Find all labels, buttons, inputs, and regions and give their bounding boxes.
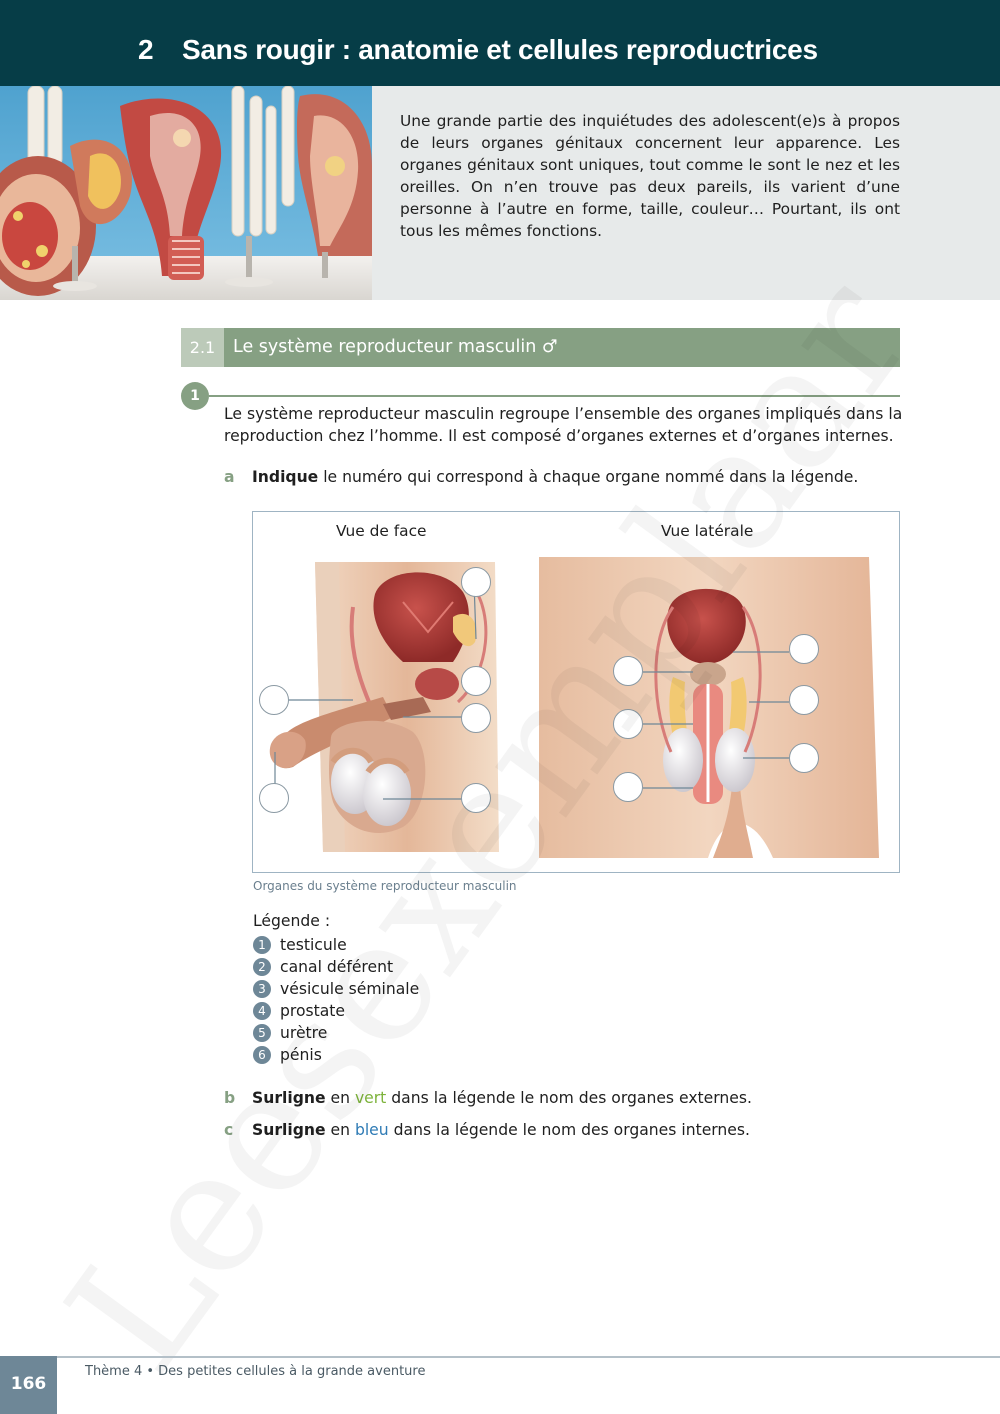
- section-header: [181, 328, 900, 367]
- answer-circle-front-5[interactable]: [259, 685, 289, 715]
- question-verb: Surligne: [252, 1121, 326, 1139]
- legend-number-badge: 5: [253, 1024, 271, 1042]
- footer-theme-title: Thème 4 • Des petites cellules à la grande aventure: [85, 1364, 426, 1379]
- answer-circle-side-5[interactable]: [789, 685, 819, 715]
- highlight-color-blue: bleu: [354, 1121, 389, 1139]
- question-letter: b: [224, 1089, 236, 1107]
- answer-circle-side-6[interactable]: [789, 743, 819, 773]
- legend-item-label: pénis: [280, 1046, 322, 1064]
- question-c: [224, 1119, 750, 1141]
- anatomy-figure: [252, 511, 900, 873]
- footer-divider: [57, 1356, 1000, 1358]
- answer-circle-side-3[interactable]: [613, 772, 643, 802]
- question-text: dans la légende le nom des organes internes.: [388, 1121, 750, 1139]
- legend-item-vesicule-seminale[interactable]: [253, 978, 419, 1000]
- answer-circle-side-4[interactable]: [789, 634, 819, 664]
- section-number: 2.1: [181, 328, 224, 367]
- question-a: [224, 466, 858, 488]
- answer-circle-front-1[interactable]: [461, 567, 491, 597]
- legend-number-badge: 1: [253, 936, 271, 954]
- answer-circle-front-4[interactable]: [461, 783, 491, 813]
- legend-number-badge: 4: [253, 1002, 271, 1020]
- legend-number-badge: 2: [253, 958, 271, 976]
- highlight-color-green: vert: [354, 1089, 387, 1107]
- front-view-label: Vue de face: [336, 522, 427, 540]
- legend-item-label: prostate: [280, 1002, 346, 1020]
- exercise-intro: Le système reproducteur masculin regroupe l’ensemble des organes impliqués dans la reproduction chez l’homme. Il est composé d’organes externes et d’organes internes.: [224, 405, 903, 445]
- answer-circle-front-2[interactable]: [461, 666, 491, 696]
- chapter-number: 2: [138, 34, 154, 65]
- page-number: 166: [0, 1356, 57, 1414]
- question-b: [224, 1087, 752, 1109]
- question-letter: a: [224, 468, 235, 486]
- answer-circle-front-6[interactable]: [259, 783, 289, 813]
- question-verb: Surligne: [252, 1089, 326, 1107]
- legend-title: Légende :: [253, 912, 331, 930]
- legend-item-canal-deferent[interactable]: [253, 956, 393, 978]
- legend-item-label: vésicule séminale: [280, 980, 420, 998]
- question-text: le numéro qui correspond à chaque organe nommé dans la légende.: [318, 468, 859, 486]
- question-verb: Indique: [252, 468, 319, 486]
- figure-caption: Organes du système reproducteur masculin: [253, 879, 517, 893]
- answer-circle-front-3[interactable]: [461, 703, 491, 733]
- legend-item-testicule[interactable]: [253, 934, 347, 956]
- section-title: Le système reproducteur masculin ♂: [233, 337, 558, 357]
- intro-paragraph: Une grande partie des inquiétudes des adolescent(e)s à propos de leurs organes génitaux concernent leur apparence. Les organes génitaux sont uniques, tout comme le sont le nez et les oreilles. On n’en trouve pas deux pareils, ils varient d’une personne à l’autre en forme, taille, couleur… Pourtant, ils ont tous les mêmes fonctions.: [400, 112, 900, 240]
- question-text: dans la légende le nom des organes externes.: [386, 1089, 752, 1107]
- legend-item-label: urètre: [280, 1024, 328, 1042]
- legend-number-badge: 6: [253, 1046, 271, 1064]
- side-view-label: Vue latérale: [661, 522, 754, 540]
- question-letter: c: [224, 1121, 234, 1139]
- legend-item-label: testicule: [280, 936, 347, 954]
- legend-item-label: canal déférent: [280, 958, 394, 976]
- legend-item-prostate[interactable]: [253, 1000, 345, 1022]
- chapter-title: [138, 34, 818, 66]
- question-text-pre: en: [325, 1089, 355, 1107]
- exercise-divider: [209, 395, 900, 397]
- anatomy-models-photo: [0, 86, 372, 300]
- legend-item-uretre[interactable]: [253, 1022, 327, 1044]
- anatomy-models-illustration: [0, 86, 372, 300]
- exercise-number-badge: 1: [181, 382, 209, 410]
- question-text-pre: en: [325, 1121, 355, 1139]
- chapter-title-text: Sans rougir : anatomie et cellules reproductrices: [182, 34, 818, 65]
- answer-circle-side-1[interactable]: [613, 656, 643, 686]
- legend-item-penis[interactable]: [253, 1044, 322, 1066]
- answer-circle-side-2[interactable]: [613, 709, 643, 739]
- legend-number-badge: 3: [253, 980, 271, 998]
